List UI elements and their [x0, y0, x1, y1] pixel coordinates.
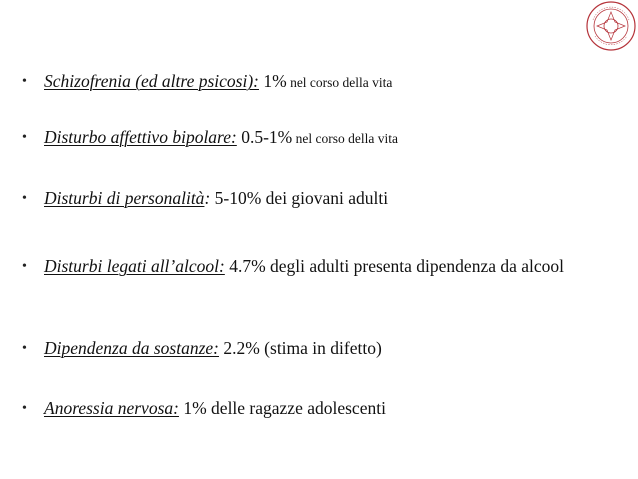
list-item	[22, 188, 622, 210]
bullet-dot: •	[22, 341, 27, 356]
item-value: 1%	[258, 71, 287, 91]
item-term: Dipendenza da sostanze:	[44, 338, 219, 358]
list-item	[22, 127, 622, 149]
bullet-dot: •	[22, 401, 27, 416]
item-colon: :	[204, 188, 211, 208]
item-value: 0.5-1%	[236, 127, 293, 147]
item-note: nel corso della vita	[286, 75, 393, 90]
item-term: Disturbo affettivo bipolare:	[44, 127, 237, 147]
item-value: 4.7% degli adulti presenta dipendenza da alcool	[224, 256, 565, 276]
bullet-dot: •	[22, 74, 27, 89]
list-item	[22, 398, 622, 420]
list-item	[22, 256, 622, 278]
university-seal-logo	[585, 0, 637, 52]
list-item	[22, 71, 622, 93]
item-note: nel corso della vita	[292, 131, 398, 146]
item-value: 1% delle ragazze adolescenti	[178, 398, 386, 418]
item-term: Schizofrenia (ed altre psicosi):	[44, 71, 259, 91]
list-item	[22, 338, 622, 360]
bullet-dot: •	[22, 259, 27, 274]
item-term: Anoressia nervosa:	[44, 398, 179, 418]
item-term: Disturbi di personalità	[44, 188, 205, 208]
item-value: 2.2% (stima in difetto)	[218, 338, 382, 358]
item-term: Disturbi legati all’alcool:	[44, 256, 225, 276]
item-value: 5-10% dei giovani adulti	[210, 188, 389, 208]
bullet-dot: •	[22, 191, 27, 206]
bullet-dot: •	[22, 130, 27, 145]
